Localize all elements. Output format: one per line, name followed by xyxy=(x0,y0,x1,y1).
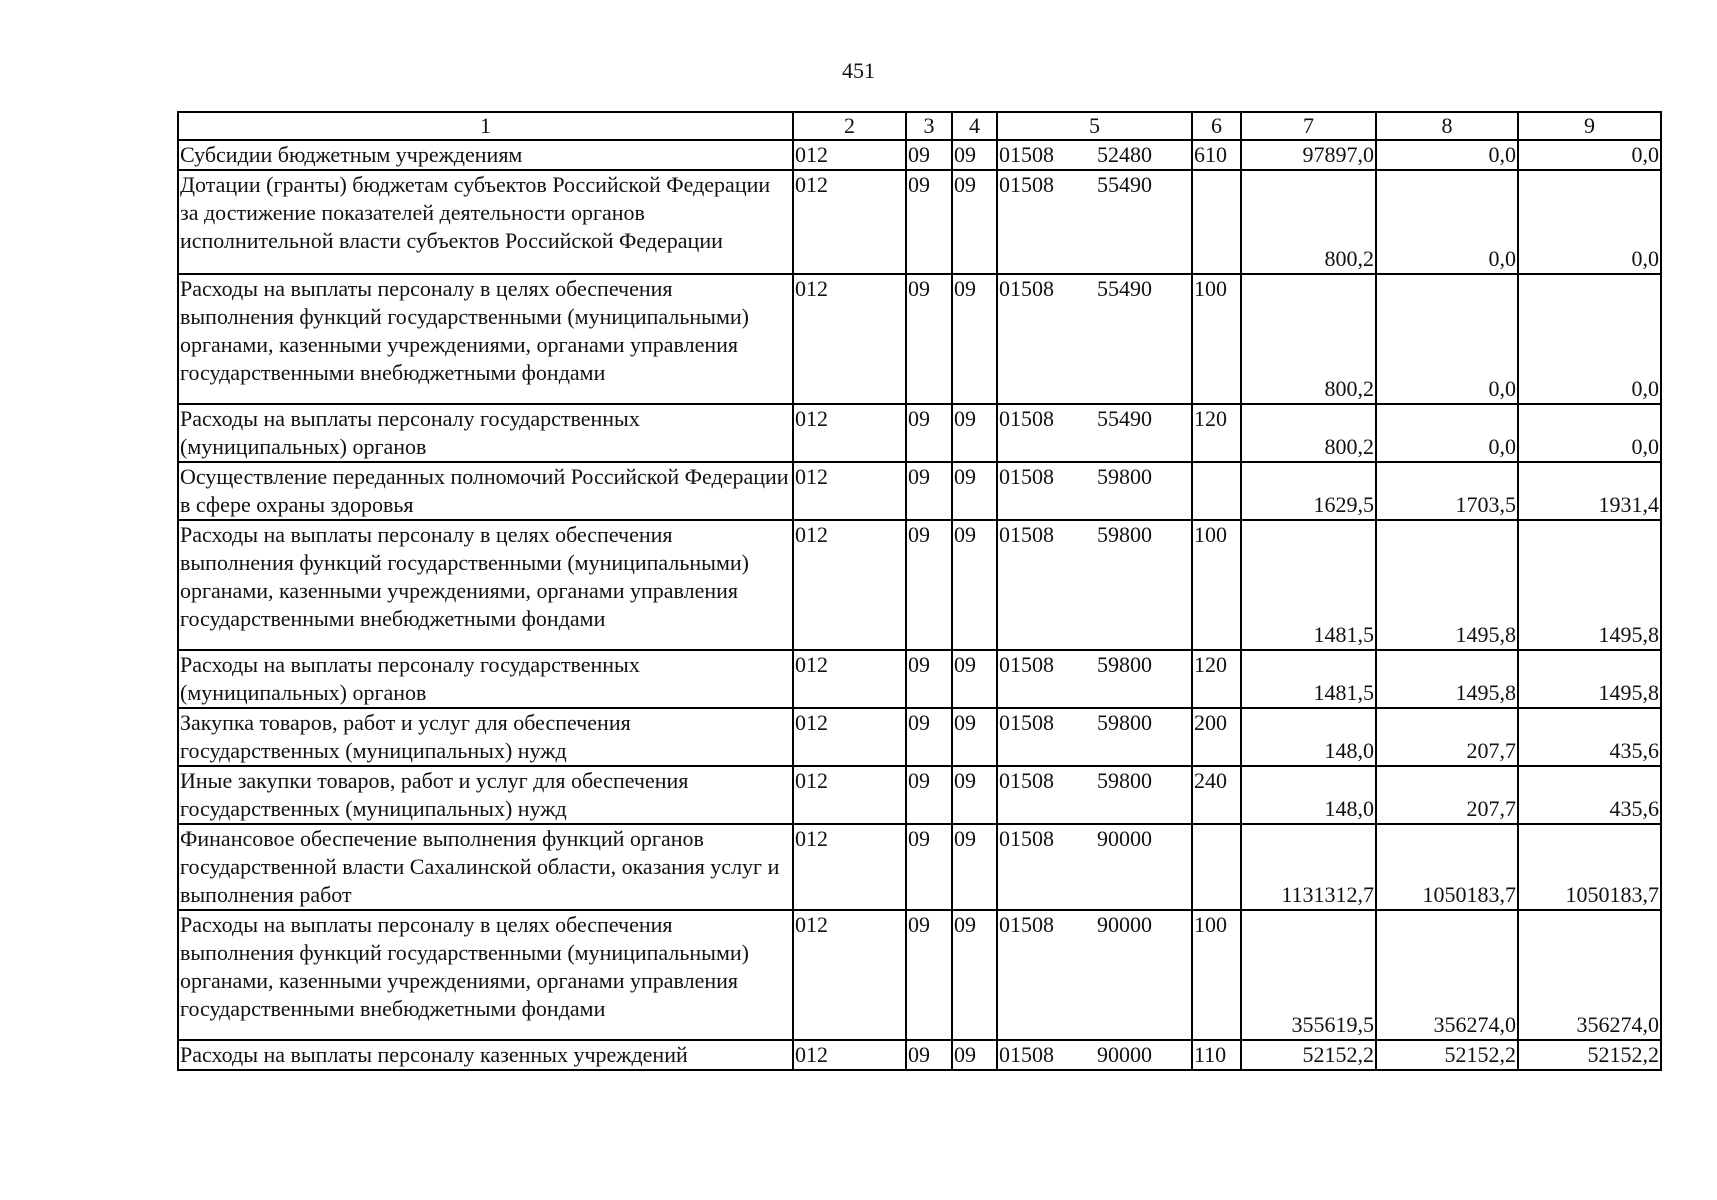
subsection-code-cell: 09 xyxy=(952,404,997,462)
header-cell: 5 xyxy=(997,112,1192,140)
target-article-cell xyxy=(997,1040,1192,1070)
row-description: Иные закупки товаров, работ и услуг для обеспечения государственных (муниципальных) нужд xyxy=(178,766,793,824)
ministry-code-cell: 012 xyxy=(793,520,906,650)
direction-code: 90000 xyxy=(1097,912,1152,937)
target-article-cell xyxy=(997,766,1192,824)
header-cell: 6 xyxy=(1192,112,1241,140)
table-row xyxy=(178,766,1661,824)
expense-type-cell: 100 xyxy=(1192,520,1241,650)
expense-type-cell: 110 xyxy=(1192,1040,1241,1070)
row-description: Расходы на выплаты персоналу в целях обеспечения выполнения функций государственными (муниципальными) органами, казенными учреждениями, органами управления государственными внебюджетными фондами xyxy=(178,274,793,404)
target-article-cell xyxy=(997,520,1192,650)
amount-col9-cell: 1050183,7 xyxy=(1518,824,1661,910)
row-description: Расходы на выплаты персоналу в целях обеспечения выполнения функций государственными (муниципальными) органами, казенными учреждениями, органами управления государственными внебюджетными фондами xyxy=(178,520,793,650)
subsection-code-cell: 09 xyxy=(952,1040,997,1070)
expense-type-cell: 120 xyxy=(1192,404,1241,462)
expense-type-cell xyxy=(1192,170,1241,274)
section-code-cell: 09 xyxy=(906,708,952,766)
amount-col8-cell: 0,0 xyxy=(1376,274,1518,404)
row-description: Закупка товаров, работ и услуг для обеспечения государственных (муниципальных) нужд xyxy=(178,708,793,766)
subsection-code-cell: 09 xyxy=(952,520,997,650)
direction-code: 55490 xyxy=(1097,276,1152,301)
amount-col9-cell: 1495,8 xyxy=(1518,520,1661,650)
amount-col8-cell: 207,7 xyxy=(1376,766,1518,824)
header-cell: 8 xyxy=(1376,112,1518,140)
direction-code: 59800 xyxy=(1097,464,1152,489)
amount-col8-cell: 356274,0 xyxy=(1376,910,1518,1040)
page-number: 451 xyxy=(842,58,875,83)
target-article-pair xyxy=(999,171,1190,199)
amount-col9-cell: 435,6 xyxy=(1518,708,1661,766)
amount-col7-cell: 52152,2 xyxy=(1241,1040,1376,1070)
amount-col9-cell: 0,0 xyxy=(1518,140,1661,170)
program-code: 01508 xyxy=(999,652,1054,677)
section-code-cell: 09 xyxy=(906,140,952,170)
section-code-cell: 09 xyxy=(906,650,952,708)
row-description: Расходы на выплаты персоналу государственных (муниципальных) органов xyxy=(178,404,793,462)
target-article-cell xyxy=(997,274,1192,404)
table-row xyxy=(178,1040,1661,1070)
amount-col7-cell: 148,0 xyxy=(1241,708,1376,766)
amount-col8-cell: 1050183,7 xyxy=(1376,824,1518,910)
expense-type-cell: 100 xyxy=(1192,274,1241,404)
row-description: Расходы на выплаты персоналу в целях обеспечения выполнения функций государственными (муниципальными) органами, казенными учреждениями, органами управления государственными внебюджетными фондами xyxy=(178,910,793,1040)
amount-col7-cell: 1131312,7 xyxy=(1241,824,1376,910)
subsection-code-cell: 09 xyxy=(952,140,997,170)
subsection-code-cell: 09 xyxy=(952,170,997,274)
target-article-pair xyxy=(999,651,1190,679)
header-cell: 1 xyxy=(178,112,793,140)
section-code-cell: 09 xyxy=(906,910,952,1040)
header-cell: 7 xyxy=(1241,112,1376,140)
ministry-code-cell: 012 xyxy=(793,274,906,404)
expense-type-cell: 240 xyxy=(1192,766,1241,824)
section-code-cell: 09 xyxy=(906,462,952,520)
amount-col8-cell: 0,0 xyxy=(1376,140,1518,170)
target-article-cell xyxy=(997,140,1192,170)
direction-code: 90000 xyxy=(1097,826,1152,851)
program-code: 01508 xyxy=(999,406,1054,431)
program-code: 01508 xyxy=(999,1042,1054,1067)
table-row xyxy=(178,824,1661,910)
amount-col9-cell: 1931,4 xyxy=(1518,462,1661,520)
amount-col7-cell: 800,2 xyxy=(1241,274,1376,404)
direction-code: 90000 xyxy=(1097,1042,1152,1067)
expense-type-cell: 200 xyxy=(1192,708,1241,766)
amount-col7-cell: 1629,5 xyxy=(1241,462,1376,520)
direction-code: 52480 xyxy=(1097,142,1152,167)
target-article-cell xyxy=(997,824,1192,910)
row-description: Расходы на выплаты персоналу казенных учреждений xyxy=(178,1040,793,1070)
ministry-code-cell: 012 xyxy=(793,140,906,170)
table-row xyxy=(178,910,1661,1040)
ministry-code-cell: 012 xyxy=(793,650,906,708)
amount-col7-cell: 148,0 xyxy=(1241,766,1376,824)
target-article-pair xyxy=(999,767,1190,795)
amount-col8-cell: 1703,5 xyxy=(1376,462,1518,520)
direction-code: 59800 xyxy=(1097,522,1152,547)
table-row xyxy=(178,140,1661,170)
section-code-cell: 09 xyxy=(906,404,952,462)
ministry-code-cell: 012 xyxy=(793,824,906,910)
section-code-cell: 09 xyxy=(906,170,952,274)
header-cell: 2 xyxy=(793,112,906,140)
subsection-code-cell: 09 xyxy=(952,766,997,824)
table-row xyxy=(178,274,1661,404)
table-row xyxy=(178,708,1661,766)
program-code: 01508 xyxy=(999,912,1054,937)
amount-col8-cell: 1495,8 xyxy=(1376,650,1518,708)
subsection-code-cell: 09 xyxy=(952,274,997,404)
target-article-pair xyxy=(999,825,1190,853)
target-article-pair xyxy=(999,1041,1190,1069)
program-code: 01508 xyxy=(999,276,1054,301)
amount-col9-cell: 52152,2 xyxy=(1518,1040,1661,1070)
ministry-code-cell: 012 xyxy=(793,910,906,1040)
table-row xyxy=(178,462,1661,520)
expense-type-cell xyxy=(1192,824,1241,910)
amount-col7-cell: 1481,5 xyxy=(1241,520,1376,650)
expense-type-cell xyxy=(1192,462,1241,520)
target-article-cell xyxy=(997,708,1192,766)
row-description: Дотации (гранты) бюджетам субъектов Российской Федерации за достижение показателей деятельности органов исполнительной власти субъектов Российской Федерации xyxy=(178,170,793,274)
header-cell: 9 xyxy=(1518,112,1661,140)
target-article-pair xyxy=(999,911,1190,939)
subsection-code-cell: 09 xyxy=(952,708,997,766)
subsection-code-cell: 09 xyxy=(952,910,997,1040)
amount-col7-cell: 1481,5 xyxy=(1241,650,1376,708)
direction-code: 55490 xyxy=(1097,406,1152,431)
program-code: 01508 xyxy=(999,768,1054,793)
section-code-cell: 09 xyxy=(906,520,952,650)
amount-col9-cell: 435,6 xyxy=(1518,766,1661,824)
program-code: 01508 xyxy=(999,710,1054,735)
section-code-cell: 09 xyxy=(906,1040,952,1070)
row-description: Субсидии бюджетным учреждениям xyxy=(178,140,793,170)
amount-col9-cell: 0,0 xyxy=(1518,170,1661,274)
table-row xyxy=(178,520,1661,650)
direction-code: 59800 xyxy=(1097,768,1152,793)
section-code-cell: 09 xyxy=(906,766,952,824)
program-code: 01508 xyxy=(999,464,1054,489)
header-cell: 3 xyxy=(906,112,952,140)
direction-code: 59800 xyxy=(1097,652,1152,677)
amount-col8-cell: 207,7 xyxy=(1376,708,1518,766)
ministry-code-cell: 012 xyxy=(793,766,906,824)
subsection-code-cell: 09 xyxy=(952,824,997,910)
target-article-cell xyxy=(997,404,1192,462)
amount-col8-cell: 0,0 xyxy=(1376,404,1518,462)
table-row xyxy=(178,170,1661,274)
ministry-code-cell: 012 xyxy=(793,1040,906,1070)
header-row xyxy=(178,112,1661,140)
section-code-cell: 09 xyxy=(906,824,952,910)
target-article-cell xyxy=(997,910,1192,1040)
ministry-code-cell: 012 xyxy=(793,170,906,274)
direction-code: 59800 xyxy=(1097,710,1152,735)
target-article-pair xyxy=(999,463,1190,491)
ministry-code-cell: 012 xyxy=(793,404,906,462)
header-cell: 4 xyxy=(952,112,997,140)
target-article-pair xyxy=(999,405,1190,433)
amount-col9-cell: 1495,8 xyxy=(1518,650,1661,708)
amount-col7-cell: 97897,0 xyxy=(1241,140,1376,170)
program-code: 01508 xyxy=(999,172,1054,197)
budget-table xyxy=(177,111,1662,1071)
amount-col7-cell: 355619,5 xyxy=(1241,910,1376,1040)
target-article-pair xyxy=(999,521,1190,549)
amount-col7-cell: 800,2 xyxy=(1241,170,1376,274)
amount-col7-cell: 800,2 xyxy=(1241,404,1376,462)
subsection-code-cell: 09 xyxy=(952,650,997,708)
table-row xyxy=(178,404,1661,462)
expense-type-cell: 610 xyxy=(1192,140,1241,170)
amount-col8-cell: 0,0 xyxy=(1376,170,1518,274)
amount-col9-cell: 356274,0 xyxy=(1518,910,1661,1040)
direction-code: 55490 xyxy=(1097,172,1152,197)
program-code: 01508 xyxy=(999,522,1054,547)
program-code: 01508 xyxy=(999,142,1054,167)
ministry-code-cell: 012 xyxy=(793,462,906,520)
expense-type-cell: 120 xyxy=(1192,650,1241,708)
table-row xyxy=(178,650,1661,708)
target-article-pair xyxy=(999,141,1190,169)
target-article-cell xyxy=(997,650,1192,708)
target-article-cell xyxy=(997,462,1192,520)
amount-col8-cell: 1495,8 xyxy=(1376,520,1518,650)
target-article-pair xyxy=(999,275,1190,303)
subsection-code-cell: 09 xyxy=(952,462,997,520)
amount-col9-cell: 0,0 xyxy=(1518,274,1661,404)
row-description: Осуществление переданных полномочий Российской Федерации в сфере охраны здоровья xyxy=(178,462,793,520)
row-description: Расходы на выплаты персоналу государственных (муниципальных) органов xyxy=(178,650,793,708)
target-article-pair xyxy=(999,709,1190,737)
program-code: 01508 xyxy=(999,826,1054,851)
ministry-code-cell: 012 xyxy=(793,708,906,766)
section-code-cell: 09 xyxy=(906,274,952,404)
amount-col9-cell: 0,0 xyxy=(1518,404,1661,462)
amount-col8-cell: 52152,2 xyxy=(1376,1040,1518,1070)
target-article-cell xyxy=(997,170,1192,274)
row-description: Финансовое обеспечение выполнения функций органов государственной власти Сахалинской области, оказания услуг и выполнения работ xyxy=(178,824,793,910)
expense-type-cell: 100 xyxy=(1192,910,1241,1040)
